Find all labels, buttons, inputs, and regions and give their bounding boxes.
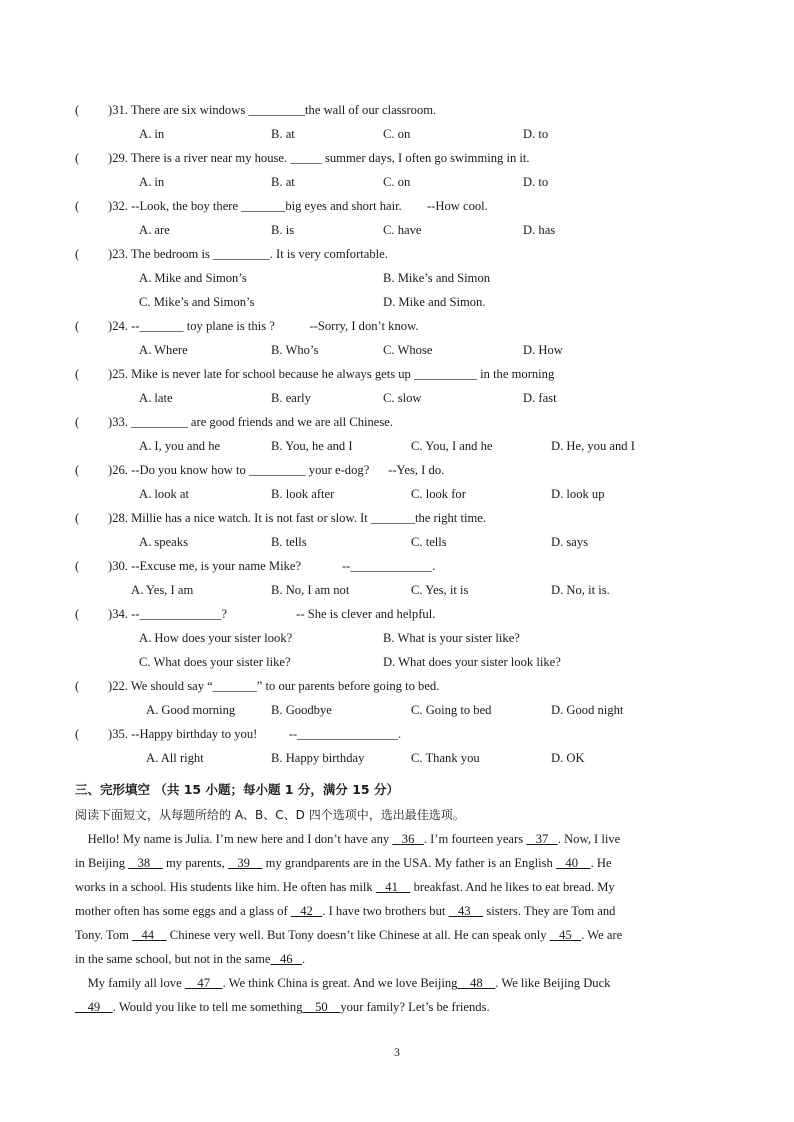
answer-option: D. Mike and Simon. — [383, 295, 486, 309]
question-text: )24. --_______ toy plane is this ? --Sorry, I don’t know. — [108, 319, 419, 333]
passage-text: . He — [590, 856, 612, 870]
answer-option: C. tells — [411, 535, 447, 549]
answer-paren[interactable]: ( — [75, 559, 80, 573]
question-text: )26. --Do you know how to _________ your e-dog? --Yes, I do. — [108, 463, 445, 477]
passage-text: in the same school, but not in the same — [75, 952, 271, 966]
answer-option: C. You, I and he — [411, 439, 493, 453]
cloze-blank[interactable]: 40 — [555, 856, 591, 870]
answer-option: C. Going to bed — [411, 703, 492, 717]
answer-option: B. Mike’s and Simon — [383, 271, 491, 285]
passage-text: . I’m fourteen years — [423, 832, 527, 846]
question-text: )25. Mike is never late for school because he always gets up __________ in the morning — [108, 367, 555, 381]
answer-paren[interactable]: ( — [75, 319, 80, 333]
question-text: )34. --_____________? -- She is clever and helpful. — [108, 607, 436, 621]
answer-option: C. look for — [411, 487, 466, 501]
answer-option: A. late — [139, 391, 173, 405]
cloze-blank[interactable]: 49 — [75, 1000, 113, 1014]
answer-option: D. to — [523, 175, 549, 189]
passage-text: My family all love — [75, 976, 185, 990]
answer-paren[interactable]: ( — [75, 247, 80, 261]
cloze-blank[interactable]: 45 — [549, 928, 582, 942]
answer-option: A. All right — [146, 751, 204, 765]
cloze-blank[interactable]: 42 — [290, 904, 323, 918]
question-text: )29. There is a river near my house. _____ summer days, I often go swimming in it. — [108, 151, 530, 165]
answer-paren[interactable]: ( — [75, 727, 80, 741]
answer-option: A. How does your sister look? — [139, 631, 293, 645]
answer-option: C. Mike’s and Simon’s — [139, 295, 255, 309]
passage-text: . We like Beijing Duck — [495, 976, 611, 990]
answer-option: D. fast — [523, 391, 557, 405]
passage-text: sisters. They are Tom and — [483, 904, 616, 918]
passage-text: my parents, — [162, 856, 228, 870]
cloze-blank[interactable]: 37 — [526, 832, 558, 846]
answer-option: C. What does your sister like? — [139, 655, 291, 669]
answer-option: B. No, I am not — [271, 583, 350, 597]
answer-option: A. are — [139, 223, 170, 237]
answer-option: D. How — [523, 343, 563, 357]
answer-paren[interactable]: ( — [75, 679, 80, 693]
answer-option: A. Yes, I am — [131, 583, 194, 597]
answer-paren[interactable]: ( — [75, 199, 80, 213]
answer-option: A. I, you and he — [139, 439, 221, 453]
passage-paragraph-2 — [75, 971, 721, 1019]
cloze-blank[interactable]: 41 — [375, 880, 411, 894]
passage-line — [75, 899, 721, 923]
answer-option: D. has — [523, 223, 556, 237]
passage-text: . Would you like to tell me something — [112, 1000, 303, 1014]
section-title: 三、完形填空 （共 15 小题；每小题 1 分，满分 15 分） — [75, 782, 399, 797]
answer-paren[interactable]: ( — [75, 367, 80, 381]
question-text: )23. The bedroom is _________. It is very comfortable. — [108, 247, 388, 261]
cloze-blank[interactable]: 50 — [302, 1000, 341, 1014]
answer-option: D. OK — [551, 751, 585, 765]
answer-option: B. You, he and I — [271, 439, 353, 453]
answer-option: C. Yes, it is — [411, 583, 469, 597]
answer-option: D. Good night — [551, 703, 624, 717]
answer-option: D. says — [551, 535, 589, 549]
cloze-blank[interactable]: 39 — [227, 856, 263, 870]
cloze-blank[interactable]: 46 — [270, 952, 303, 966]
cloze-blank[interactable]: 44 — [132, 928, 167, 942]
question-text: )30. --Excuse me, is your name Mike? --_____________. — [108, 559, 436, 573]
answer-paren[interactable]: ( — [75, 151, 80, 165]
passage-line — [75, 947, 721, 971]
answer-option: A. Where — [139, 343, 188, 357]
answer-option: C. on — [383, 175, 411, 189]
answer-paren[interactable]: ( — [75, 103, 80, 117]
answer-paren[interactable]: ( — [75, 607, 80, 621]
answer-option: A. Good morning — [146, 703, 236, 717]
passage-text: . — [302, 952, 306, 966]
answer-option: B. tells — [271, 535, 307, 549]
passage-text: Tony. Tom — [75, 928, 133, 942]
answer-option: B. Goodbye — [271, 703, 332, 717]
answer-option: B. early — [271, 391, 311, 405]
passage-text: your family? Let’s be friends. — [340, 1000, 490, 1014]
passage-text: in Beijing — [75, 856, 129, 870]
passage-text: mother often has some eggs and a glass of — [75, 904, 291, 918]
answer-option: B. Who’s — [271, 343, 319, 357]
question-text: )33. _________ are good friends and we are all Chinese. — [108, 415, 394, 429]
passage-text: . Now, I live — [557, 832, 621, 846]
section-instruction: 阅读下面短文，从每题所给的 A、B、C、D 四个选项中，选出最佳选项。 — [75, 808, 465, 822]
answer-option: D. look up — [551, 487, 605, 501]
answer-option: D. What does your sister look like? — [383, 655, 561, 669]
page-number: 3 — [394, 1045, 400, 1059]
cloze-blank[interactable]: 36 — [392, 832, 424, 846]
passage-line — [75, 923, 721, 947]
answer-option: A. Mike and Simon’s — [139, 271, 247, 285]
answer-option: A. look at — [139, 487, 190, 501]
passage-line — [75, 971, 721, 995]
passage-text: Hello! My name is Julia. I’m new here and I don’t have any — [75, 832, 393, 846]
cloze-blank[interactable]: 43 — [448, 904, 484, 918]
answer-option: C. have — [383, 223, 422, 237]
passage-text: works in a school. His students like him. He often has milk — [75, 880, 376, 894]
answer-paren[interactable]: ( — [75, 463, 80, 477]
question-text: )31. There are six windows _________the wall of our classroom. — [108, 103, 437, 117]
passage-text: my grandparents are in the USA. My father is an English — [262, 856, 556, 870]
question-text: )28. Millie has a nice watch. It is not fast or slow. It _______the right time. — [108, 511, 486, 525]
passage-line — [75, 995, 721, 1019]
passage-line — [75, 851, 721, 875]
passage-line — [75, 875, 721, 899]
cloze-blank[interactable]: 48 — [457, 976, 496, 990]
answer-option: C. Thank you — [411, 751, 480, 765]
cloze-blank[interactable]: 47 — [184, 976, 223, 990]
passage-text: Chinese very well. But Tony doesn’t like Chinese at all. He can speak only — [166, 928, 550, 942]
question-text: )22. We should say “_______” to our parents before going to bed. — [108, 679, 440, 693]
answer-option: A. in — [139, 127, 165, 141]
answer-option: D. to — [523, 127, 549, 141]
passage-line — [75, 827, 721, 851]
passage-paragraph-1 — [75, 827, 721, 971]
answer-option: C. on — [383, 127, 411, 141]
answer-option: D. He, you and I — [551, 439, 635, 453]
passage-text: breakfast. And he likes to eat bread. My — [410, 880, 615, 894]
answer-option: B. at — [271, 175, 295, 189]
answer-option: B. What is your sister like? — [383, 631, 520, 645]
answer-option: C. Whose — [383, 343, 433, 357]
question-text: )35. --Happy birthday to you! --________________. — [108, 727, 402, 741]
answer-option: B. Happy birthday — [271, 751, 365, 765]
passage-text: . I have two brothers but — [322, 904, 449, 918]
answer-option: C. slow — [383, 391, 422, 405]
answer-option: A. speaks — [139, 535, 188, 549]
answer-option: B. at — [271, 127, 295, 141]
answer-option: B. is — [271, 223, 295, 237]
answer-option: D. No, it is. — [551, 583, 610, 597]
answer-paren[interactable]: ( — [75, 415, 80, 429]
answer-option: B. look after — [271, 487, 335, 501]
passage-text: . We think China is great. And we love Beijing — [222, 976, 458, 990]
passage-text: . We are — [581, 928, 623, 942]
cloze-blank[interactable]: 38 — [128, 856, 163, 870]
answer-paren[interactable]: ( — [75, 511, 80, 525]
answer-option: A. in — [139, 175, 165, 189]
question-text: )32. --Look, the boy there _______big eyes and short hair. --How cool. — [108, 199, 488, 213]
